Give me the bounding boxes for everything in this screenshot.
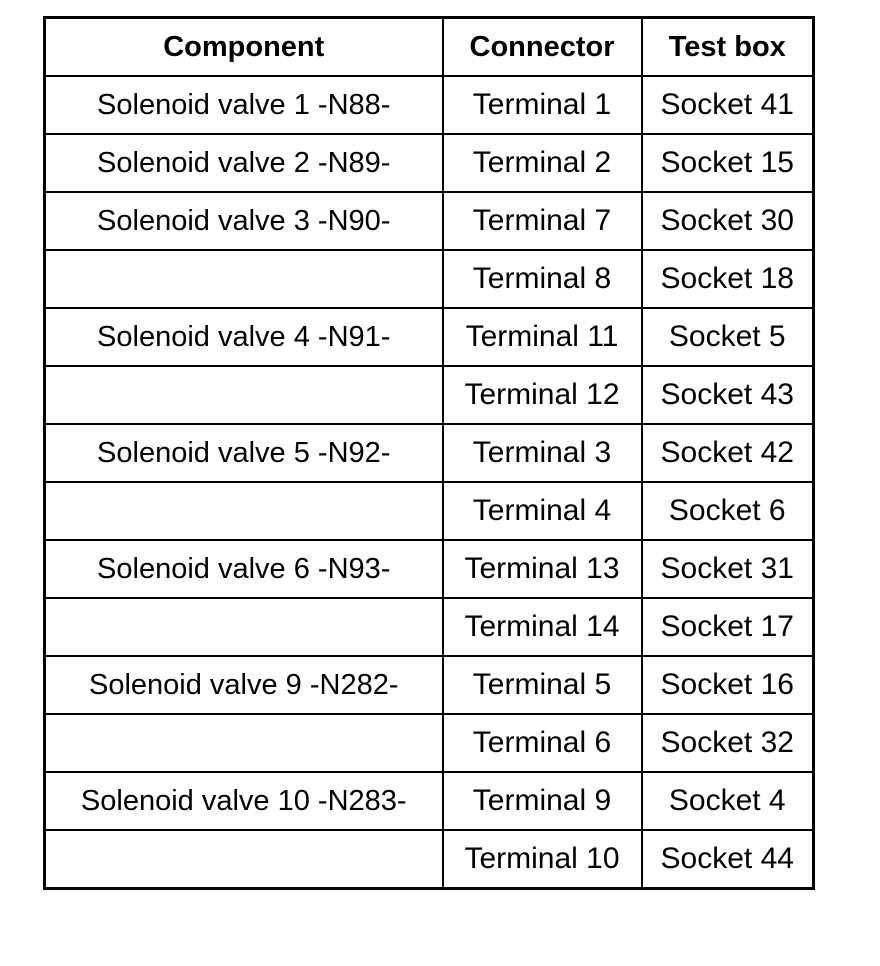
cell-component: Solenoid valve 9 -N282-	[45, 656, 443, 714]
cell-test-box: Socket 17	[642, 598, 814, 656]
cell-connector: Terminal 10	[443, 830, 642, 889]
cell-connector: Terminal 14	[443, 598, 642, 656]
cell-component: Solenoid valve 10 -N283-	[45, 772, 443, 830]
header-component: Component	[45, 18, 443, 77]
cell-component: Solenoid valve 2 -N89-	[45, 134, 443, 192]
table-row	[45, 656, 814, 714]
cell-connector: Terminal 3	[443, 424, 642, 482]
cell-component	[45, 482, 443, 540]
header-test-box: Test box	[642, 18, 814, 77]
table-header	[45, 18, 814, 77]
cell-connector: Terminal 5	[443, 656, 642, 714]
cell-component: Solenoid valve 5 -N92-	[45, 424, 443, 482]
table-row	[45, 482, 814, 540]
cell-test-box: Socket 5	[642, 308, 814, 366]
cell-component	[45, 250, 443, 308]
cell-connector: Terminal 12	[443, 366, 642, 424]
cell-test-box: Socket 16	[642, 656, 814, 714]
table-row	[45, 192, 814, 250]
table-row	[45, 366, 814, 424]
cell-component	[45, 830, 443, 889]
cell-test-box: Socket 44	[642, 830, 814, 889]
cell-connector: Terminal 7	[443, 192, 642, 250]
cell-connector: Terminal 1	[443, 76, 642, 134]
pin-assignment-table	[43, 16, 815, 890]
cell-test-box: Socket 15	[642, 134, 814, 192]
cell-connector: Terminal 11	[443, 308, 642, 366]
cell-component	[45, 366, 443, 424]
table-row	[45, 308, 814, 366]
table-row	[45, 598, 814, 656]
cell-test-box: Socket 42	[642, 424, 814, 482]
cell-connector: Terminal 6	[443, 714, 642, 772]
table-row	[45, 714, 814, 772]
table-row	[45, 424, 814, 482]
header-connector: Connector	[443, 18, 642, 77]
cell-test-box: Socket 43	[642, 366, 814, 424]
cell-connector: Terminal 4	[443, 482, 642, 540]
table-row	[45, 250, 814, 308]
cell-test-box: Socket 18	[642, 250, 814, 308]
table-row	[45, 134, 814, 192]
cell-test-box: Socket 4	[642, 772, 814, 830]
header-row	[45, 18, 814, 77]
table-body	[45, 76, 814, 889]
cell-component: Solenoid valve 4 -N91-	[45, 308, 443, 366]
cell-component: Solenoid valve 3 -N90-	[45, 192, 443, 250]
cell-test-box: Socket 41	[642, 76, 814, 134]
cell-connector: Terminal 13	[443, 540, 642, 598]
cell-test-box: Socket 31	[642, 540, 814, 598]
cell-test-box: Socket 6	[642, 482, 814, 540]
table-row	[45, 76, 814, 134]
cell-component: Solenoid valve 6 -N93-	[45, 540, 443, 598]
table-row	[45, 830, 814, 889]
cell-component	[45, 714, 443, 772]
cell-test-box: Socket 30	[642, 192, 814, 250]
table-row	[45, 772, 814, 830]
cell-test-box: Socket 32	[642, 714, 814, 772]
cell-component: Solenoid valve 1 -N88-	[45, 76, 443, 134]
cell-connector: Terminal 9	[443, 772, 642, 830]
cell-component	[45, 598, 443, 656]
cell-connector: Terminal 2	[443, 134, 642, 192]
table-row	[45, 540, 814, 598]
cell-connector: Terminal 8	[443, 250, 642, 308]
